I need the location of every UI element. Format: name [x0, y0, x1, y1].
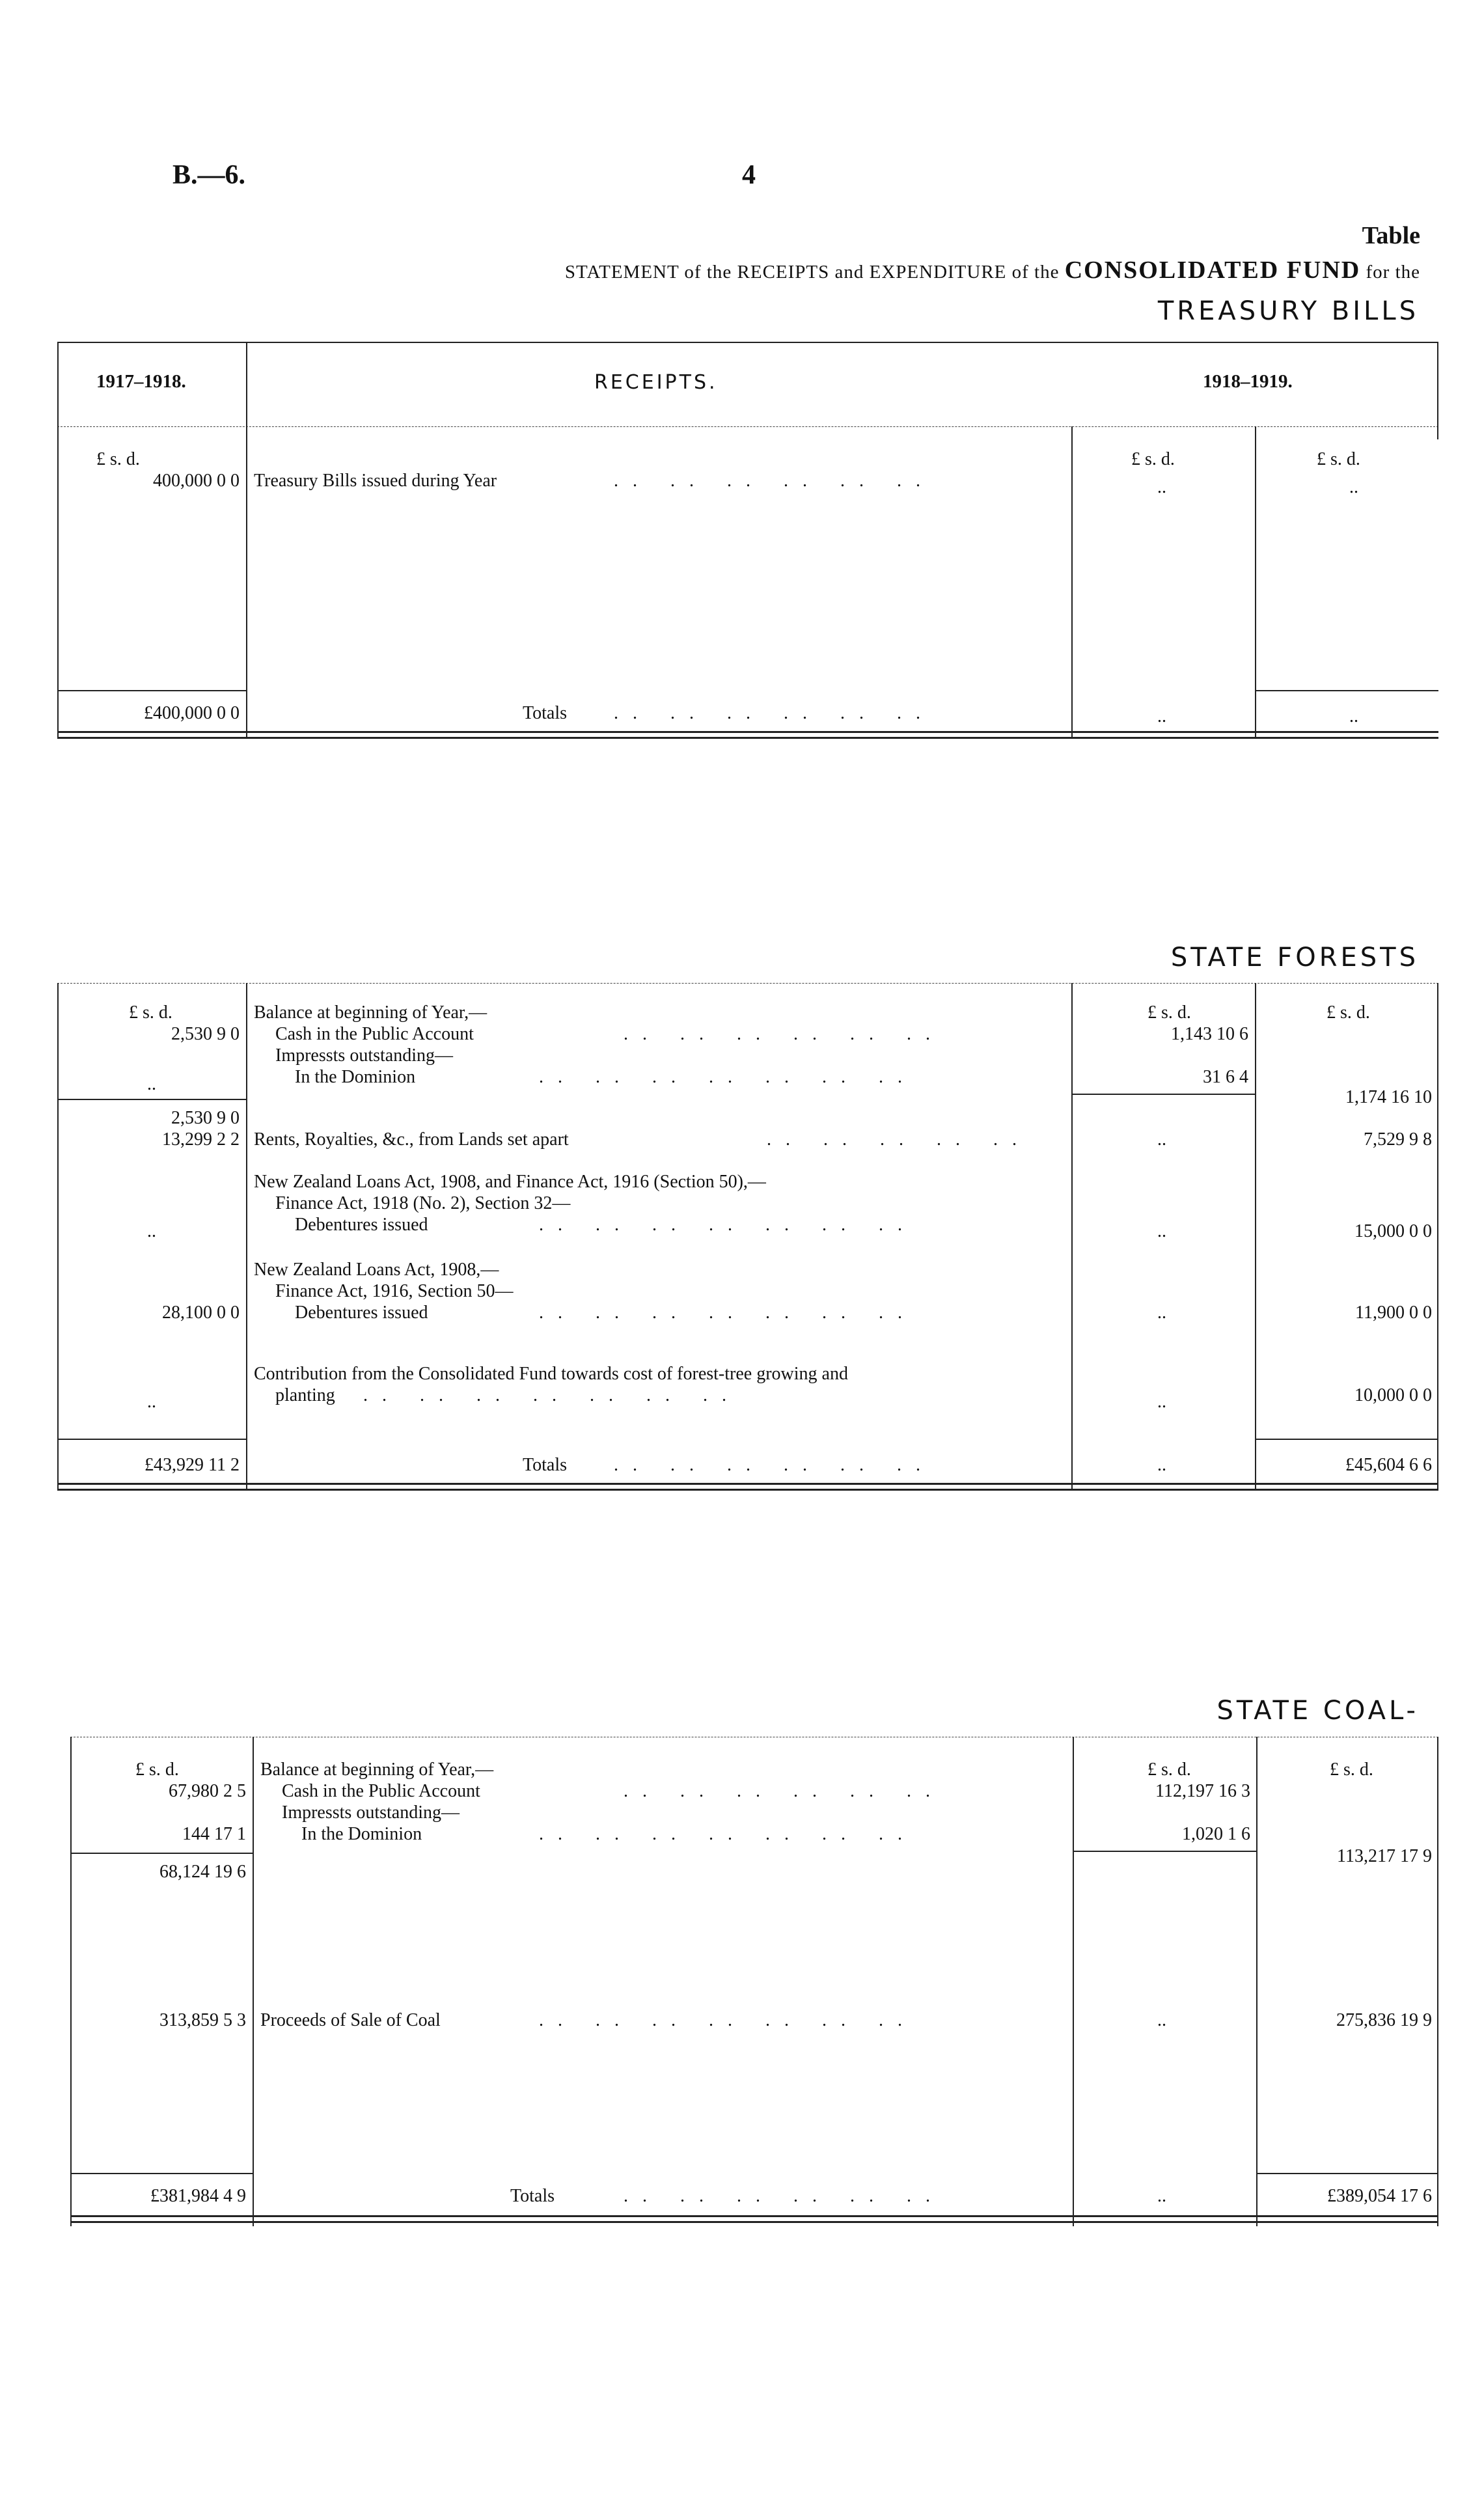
table-row-mid-value: ..: [1157, 477, 1166, 497]
contrib-line1: Contribution from the Consolidated Fund towards cost of forest-tree growing and: [254, 1364, 848, 1384]
lsd-header-right: £ s. d.: [1317, 449, 1360, 469]
page-reference: B.—6.: [172, 160, 246, 190]
lsd-header-left: £ s. d.: [135, 1760, 179, 1780]
totals-mid-value: ..: [1157, 2186, 1166, 2206]
balance-right-value: 113,217 17 9: [1337, 1846, 1432, 1866]
cash-mid-value: 1,143 10 6: [1171, 1024, 1248, 1044]
table-label: Table: [1362, 222, 1420, 249]
nzla2-mid-value: ..: [1157, 1303, 1166, 1323]
proceeds-mid-value: ..: [1157, 2010, 1166, 2030]
totals-left-value: £381,984 4 9: [150, 2186, 246, 2206]
cash-label: Cash in the Public Account: [282, 1781, 480, 1801]
dominion-label: In the Dominion: [295, 1067, 416, 1087]
treasury-bills-title: TREASURY BILLS: [1157, 296, 1419, 326]
totals-right-value: £389,054 17 6: [1327, 2186, 1432, 2206]
dominion-mid-value: 1,020 1 6: [1182, 1824, 1250, 1844]
balance-label: Balance at beginning of Year,—: [260, 1760, 494, 1780]
state-coal-title: STATE COAL-: [1216, 1696, 1419, 1726]
leader-dots: .. .. .. .. .. ..: [624, 2186, 944, 2206]
balance-right-value: 1,174 16 10: [1345, 1087, 1432, 1107]
lsd-header-left: £ s. d.: [96, 449, 140, 469]
table-row-right-value: ..: [1349, 477, 1358, 497]
totals-label: Totals: [523, 1455, 568, 1475]
contrib-mid-value: ..: [1157, 1392, 1166, 1412]
cash-label: Cash in the Public Account: [275, 1024, 474, 1044]
table-row-left-value: 400,000 0 0: [153, 471, 240, 491]
state-forests-title: STATE FORESTS: [1170, 943, 1419, 973]
nzla1-line3: Debentures issued: [295, 1215, 428, 1235]
nzla2-line3: Debentures issued: [295, 1303, 428, 1323]
leader-dots: .. .. .. .. .. ..: [624, 1024, 944, 1044]
balance-sum-left-value: 2,530 9 0: [171, 1108, 240, 1128]
totals-label: Totals: [510, 2186, 555, 2206]
leader-dots: .. .. .. .. .. ..: [624, 1781, 944, 1801]
lsd-header-mid: £ s. d.: [1147, 1760, 1191, 1780]
lsd-header-mid: £ s. d.: [1131, 449, 1175, 469]
nzla1-mid-value: ..: [1157, 1221, 1166, 1241]
dominion-mid-value: 31 6 4: [1203, 1067, 1248, 1087]
lsd-header-right: £ s. d.: [1326, 1002, 1370, 1023]
leader-dots: .. .. .. .. .. .. ..: [539, 1067, 916, 1087]
lsd-header-right: £ s. d.: [1330, 1760, 1373, 1780]
totals-mid-value: ..: [1157, 706, 1166, 726]
cash-mid-value: 112,197 16 3: [1155, 1781, 1250, 1801]
rents-right-value: 7,529 9 8: [1364, 1129, 1432, 1150]
dominion-left-value: 144 17 1: [182, 1824, 246, 1844]
statement-for-the: for the: [1366, 262, 1420, 283]
leader-dots: .. .. .. .. .. .. ..: [539, 2010, 916, 2030]
statement-fund: CONSOLIDATED FUND: [1064, 256, 1361, 284]
rents-left-value: 13,299 2 2: [162, 1129, 240, 1150]
imprests-label: Impressts outstanding—: [282, 1802, 460, 1823]
rents-label: Rents, Royalties, &c., from Lands set apart: [254, 1129, 569, 1150]
nzla1-line2: Finance Act, 1918 (No. 2), Section 32—: [275, 1193, 571, 1213]
lsd-header-mid: £ s. d.: [1147, 1002, 1191, 1023]
totals-right-value: £45,604 6 6: [1345, 1455, 1432, 1475]
nzla1-right-value: 15,000 0 0: [1354, 1221, 1432, 1241]
lsd-header-left: £ s. d.: [129, 1002, 172, 1023]
totals-left-value: £43,929 11 2: [144, 1455, 240, 1475]
cash-left-value: 2,530 9 0: [171, 1024, 240, 1044]
nzla2-line2: Finance Act, 1916, Section 50—: [275, 1281, 514, 1301]
nzla2-left-value: 28,100 0 0: [162, 1303, 240, 1323]
statement-heading: [565, 256, 1420, 284]
proceeds-left-value: 313,859 5 3: [159, 2010, 246, 2030]
dominion-left-value: ..: [147, 1074, 156, 1094]
leader-dots: .. .. .. .. .. .. ..: [363, 1385, 741, 1405]
col-year-1918: 1918–1919.: [1203, 371, 1293, 392]
cash-left-value: 67,980 2 5: [169, 1781, 246, 1801]
nzla1-left-value: ..: [147, 1221, 156, 1241]
nzla2-right-value: 11,900 0 0: [1355, 1303, 1432, 1323]
totals-label: Totals: [523, 703, 568, 723]
totals-right-value: ..: [1349, 706, 1358, 726]
statement-text: STATEMENT of the RECEIPTS and EXPENDITURE of the: [564, 262, 1060, 283]
totals-mid-value: ..: [1157, 1455, 1166, 1475]
balance-label: Balance at beginning of Year,—: [254, 1002, 488, 1023]
coal-table: [70, 1737, 1438, 2238]
proceeds-right-value: 275,836 19 9: [1336, 2010, 1432, 2030]
nzla2-line1: New Zealand Loans Act, 1908,—: [254, 1260, 499, 1280]
totals-left-value: £400,000 0 0: [144, 703, 240, 723]
imprests-label: Impressts outstanding—: [275, 1045, 453, 1066]
leader-dots: .. .. .. .. .. .. ..: [539, 1303, 916, 1323]
leader-dots: .. .. .. .. .. .. ..: [539, 1215, 916, 1235]
col-year-1917: 1917–1918.: [96, 371, 186, 392]
leader-dots: .. .. .. .. .. ..: [614, 1455, 935, 1475]
col-receipts: RECEIPTS.: [594, 371, 718, 394]
table-row-label: Treasury Bills issued during Year: [254, 471, 497, 491]
nzla1-line1: New Zealand Loans Act, 1908, and Finance Act, 1916 (Section 50),—: [254, 1172, 766, 1192]
leader-dots: .. .. .. .. .. ..: [614, 471, 935, 491]
dominion-label: In the Dominion: [301, 1824, 422, 1844]
page-number: 4: [742, 160, 756, 190]
contrib-line2: planting: [275, 1385, 335, 1405]
contrib-right-value: 10,000 0 0: [1354, 1385, 1432, 1405]
forests-table: [57, 983, 1438, 1504]
leader-dots: .. .. .. .. .. ..: [614, 703, 935, 723]
leader-dots: .. .. .. .. ..: [767, 1129, 1031, 1150]
balance-sum-left-value: 68,124 19 6: [159, 1862, 246, 1882]
leader-dots: .. .. .. .. .. .. ..: [539, 1824, 916, 1844]
rents-mid-value: ..: [1157, 1129, 1166, 1150]
contrib-left-value: ..: [147, 1392, 156, 1412]
treasury-table: [57, 342, 1438, 752]
proceeds-label: Proceeds of Sale of Coal: [260, 2010, 441, 2030]
